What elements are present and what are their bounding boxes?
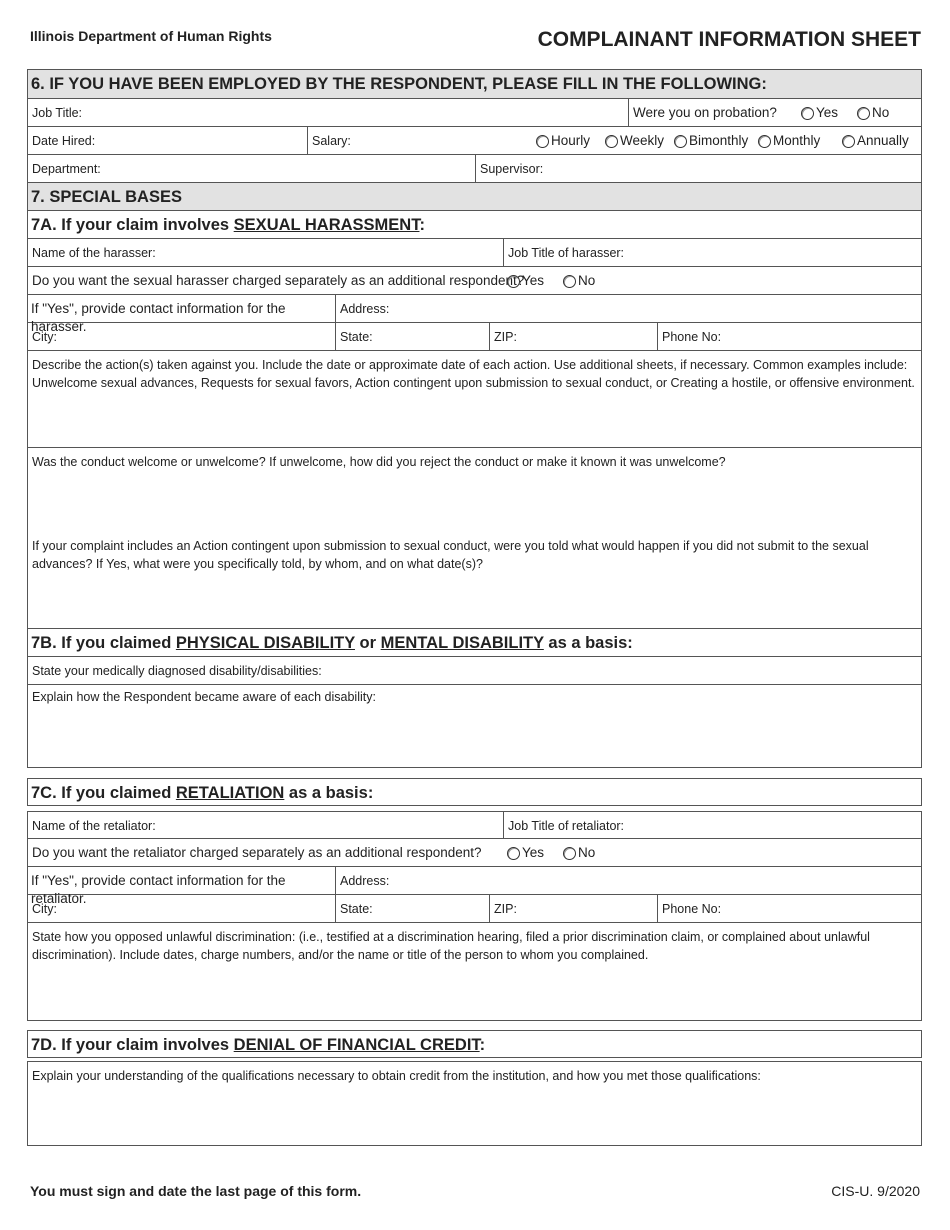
harasser-charge-row — [28, 267, 921, 295]
contingent-row[interactable] — [28, 532, 921, 629]
radio-circle-icon — [507, 275, 520, 288]
retaliator-address-label: Address: — [340, 874, 390, 888]
retaliator-contact-row — [28, 867, 921, 906]
department-row — [28, 155, 921, 183]
job-title-row — [28, 99, 921, 127]
probation-question: Were you on probation? — [633, 105, 777, 120]
pay-annually-radio[interactable] — [842, 132, 909, 150]
retaliator-city-row — [28, 895, 921, 923]
section-7-title: 7. SPECIAL BASES — [31, 188, 182, 206]
retaliator-charge-question: Do you want the retaliator charged separately as an additional respondent? — [32, 845, 482, 860]
pay-monthly-radio[interactable] — [758, 132, 820, 150]
harasser-name-label: Name of the harasser: — [32, 246, 156, 260]
retaliator-address-field[interactable] — [335, 867, 921, 894]
probation-no-label: No — [872, 105, 890, 120]
section-7b-title — [28, 629, 921, 656]
retaliator-phone-label: Phone No: — [662, 902, 722, 916]
retaliator-name-row — [28, 812, 921, 839]
harasser-charge-no-radio[interactable] — [563, 272, 595, 290]
retaliator-phone-field[interactable] — [657, 895, 921, 922]
section-7b-mid: or — [354, 634, 381, 652]
retaliator-state-field[interactable] — [335, 895, 489, 922]
department-field[interactable] — [28, 155, 475, 182]
main-form-box — [27, 69, 922, 768]
welcome-question: Was the conduct welcome or unwelcome? If unwelcome, how did you reject the conduct or make it known it was unwelcome? — [32, 455, 726, 469]
radio-circle-icon — [801, 107, 814, 120]
radio-circle-icon — [842, 135, 855, 148]
harasser-charge-yes-label: Yes — [522, 273, 545, 288]
pay-weekly-radio[interactable] — [605, 132, 664, 150]
harasser-address-label: Address: — [340, 302, 390, 316]
pay-annually-label: Annually — [857, 133, 909, 148]
harasser-charge-question: Do you want the sexual harasser charged separately as an additional respondent? — [32, 273, 525, 288]
retaliator-job-field[interactable] — [503, 812, 921, 838]
retaliator-zip-field[interactable] — [489, 895, 657, 922]
job-title-field[interactable] — [28, 99, 628, 126]
retaliator-state-label: State: — [340, 902, 373, 916]
diagnosed-row[interactable] — [28, 657, 921, 685]
job-title-label: Job Title: — [32, 106, 83, 120]
section-6-title: 6. IF YOU HAVE BEEN EMPLOYED BY THE RESPONDENT, PLEASE FILL IN THE FOLLOWING: — [31, 75, 767, 93]
section-7c-header — [27, 778, 922, 806]
retaliator-zip-label: ZIP: — [494, 902, 517, 916]
radio-circle-icon — [563, 275, 576, 288]
form-title: COMPLAINANT INFORMATION SHEET — [537, 28, 921, 51]
credit-explain-prompt: Explain your understanding of the qualifications necessary to obtain credit from the institution, and how you met those qualifications: — [32, 1069, 761, 1083]
retaliator-charge-no-label: No — [578, 845, 596, 860]
diagnosed-label: State your medically diagnosed disability/disabilities: — [32, 664, 322, 678]
harasser-city-field[interactable] — [28, 323, 335, 350]
retaliator-job-label: Job Title of retaliator: — [508, 819, 625, 833]
radio-circle-icon — [857, 107, 870, 120]
section-7b-header — [28, 629, 921, 657]
pay-monthly-label: Monthly — [773, 133, 821, 148]
radio-circle-icon — [536, 135, 549, 148]
section-7d-prefix: 7D. If your claim involves — [31, 1036, 234, 1054]
section-7a-header — [28, 211, 921, 239]
retaliator-name-label: Name of the retaliator: — [32, 819, 156, 833]
date-hired-row — [28, 127, 921, 155]
radio-circle-icon — [563, 847, 576, 860]
section-7b-suffix: as a basis: — [543, 634, 633, 652]
probation-yes-radio[interactable] — [801, 104, 838, 122]
pay-bimonthly-radio[interactable] — [674, 132, 748, 150]
harasser-city-label: City: — [32, 330, 57, 344]
department-label: Department: — [32, 162, 101, 176]
section-7-header — [28, 183, 921, 211]
harasser-city-row — [28, 323, 921, 351]
retaliator-charge-yes-label: Yes — [522, 845, 545, 860]
section-7d-title — [28, 1031, 921, 1057]
harasser-describe-row[interactable] — [28, 351, 921, 448]
retaliator-city-label: City: — [32, 902, 57, 916]
aware-prompt: Explain how the Respondent became aware of each disability: — [32, 690, 376, 704]
harasser-zip-label: ZIP: — [494, 330, 517, 344]
pay-weekly-label: Weekly — [620, 133, 665, 148]
harasser-charge-yes-radio[interactable] — [507, 272, 544, 290]
section-7a-emphasis: SEXUAL HARASSMENT — [233, 216, 420, 234]
salary-label: Salary: — [312, 134, 351, 148]
retaliator-contact-note: If "Yes", provide contact information for the retaliator. — [31, 873, 286, 906]
retaliator-charge-cell — [28, 839, 921, 866]
date-hired-field[interactable] — [28, 127, 307, 154]
sign-note: You must sign and date the last page of this form. — [30, 1183, 362, 1199]
retaliator-charge-yes-radio[interactable] — [507, 844, 544, 862]
harasser-charge-no-label: No — [578, 273, 596, 288]
section-6-header — [28, 70, 921, 99]
pay-hourly-label: Hourly — [551, 133, 591, 148]
pay-bimonthly-label: Bimonthly — [689, 133, 749, 148]
section-7a-title — [28, 211, 921, 238]
harasser-phone-label: Phone No: — [662, 330, 722, 344]
section-7b-emphasis-1: PHYSICAL DISABILITY — [175, 634, 355, 652]
agency-name: Illinois Department of Human Rights — [30, 28, 272, 44]
section-7d-header — [27, 1030, 922, 1058]
section-7d-emphasis: DENIAL OF FINANCIAL CREDIT — [233, 1036, 480, 1054]
supervisor-label: Supervisor: — [480, 162, 544, 176]
credit-explain-box[interactable] — [27, 1061, 922, 1146]
harasser-address-field[interactable] — [335, 295, 921, 322]
section-7c-title — [28, 779, 921, 805]
retaliator-charge-no-radio[interactable] — [563, 844, 595, 862]
aware-row[interactable] — [28, 685, 921, 769]
date-hired-label: Date Hired: — [32, 134, 96, 148]
section-7b-prefix: 7B. If you claimed — [31, 634, 176, 652]
harasser-name-field[interactable] — [28, 239, 503, 266]
retaliation-box — [27, 811, 922, 1021]
opposed-row[interactable] — [28, 923, 921, 1020]
harasser-phone-field[interactable] — [657, 323, 921, 350]
harasser-contact-row — [28, 295, 921, 334]
radio-circle-icon — [674, 135, 687, 148]
probation-cell — [628, 99, 921, 126]
retaliator-charge-row — [28, 839, 921, 867]
harasser-zip-field[interactable] — [489, 323, 657, 350]
supervisor-field[interactable] — [475, 155, 921, 182]
salary-cell — [307, 127, 921, 154]
section-7a-suffix: : — [419, 216, 425, 234]
welcome-row[interactable] — [28, 448, 921, 532]
harasser-charge-cell — [28, 267, 921, 294]
harasser-job-label: Job Title of harasser: — [508, 246, 625, 260]
radio-circle-icon — [507, 847, 520, 860]
harasser-state-label: State: — [340, 330, 373, 344]
retaliator-city-field[interactable] — [28, 895, 335, 922]
harasser-state-field[interactable] — [335, 323, 489, 350]
retaliator-name-field[interactable] — [28, 812, 503, 838]
harasser-contact-note: If "Yes", provide contact information for the harasser. — [31, 301, 286, 334]
section-7c-prefix: 7C. If you claimed — [31, 784, 176, 802]
harasser-describe-prompt: Describe the action(s) taken against you. Include the date or approximate date of each action. Use additional sheets, if necessary. Common examples include: Unwelcome sexual advances, Requests for sexual favors, Action contingent upon submission to sexual conduct, or Creating a hostile, or offensive environment. — [32, 358, 915, 390]
section-7d-suffix: : — [479, 1036, 486, 1054]
contingent-question: If your complaint includes an Action contingent upon submission to sexual conduct, were you told what would happen if you did not submit to the sexual advances? If Yes, what were you specifically told, by whom, and on what date(s)? — [32, 539, 869, 571]
section-7c-emphasis: RETALIATION — [175, 784, 285, 802]
probation-yes-label: Yes — [816, 105, 839, 120]
radio-circle-icon — [758, 135, 771, 148]
section-7b-emphasis-2: MENTAL DISABILITY — [380, 634, 544, 652]
probation-no-radio[interactable] — [857, 104, 889, 122]
radio-circle-icon — [605, 135, 618, 148]
harasser-name-row — [28, 239, 921, 267]
pay-hourly-radio[interactable] — [536, 132, 590, 150]
form-code: CIS-U. 9/2020 — [831, 1183, 920, 1199]
section-7c-suffix: as a basis: — [284, 784, 374, 802]
harasser-job-field[interactable] — [503, 239, 921, 266]
section-7a-prefix: 7A. If your claim involves — [31, 216, 234, 234]
opposed-prompt: State how you opposed unlawful discrimination: (i.e., testified at a discrimination hearing, filed a prior discrimination claim, or complained about unlawful discrimination). Include dates, charge numbers, and/or the name or title of the person to whom you complained. — [32, 930, 870, 962]
